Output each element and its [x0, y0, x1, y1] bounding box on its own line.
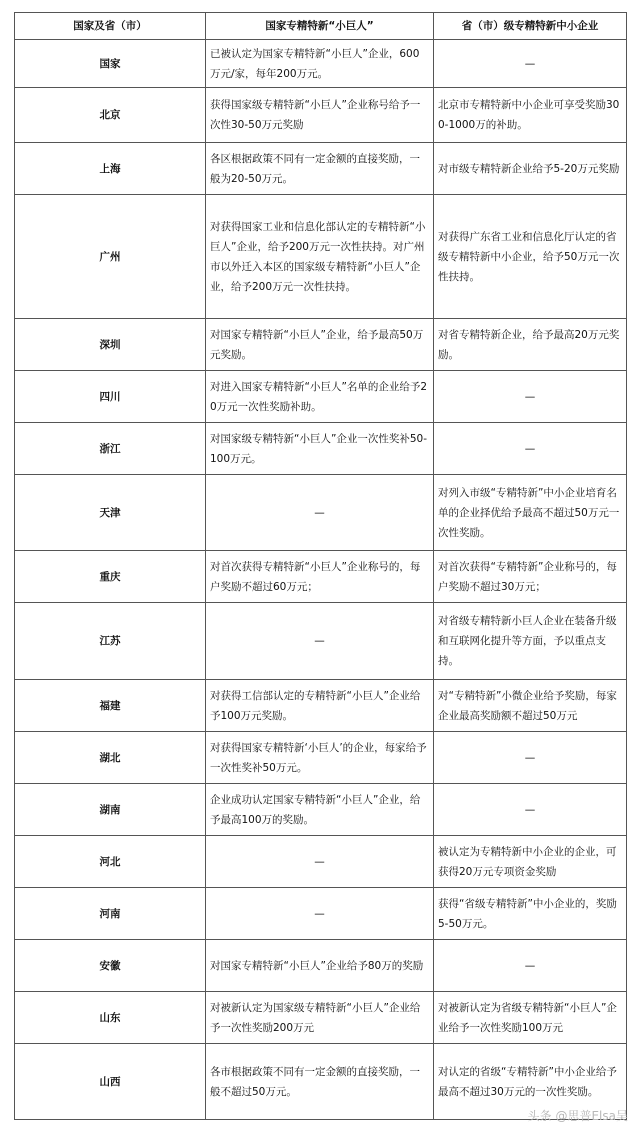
- header-region: 国家及省（市）: [15, 13, 206, 40]
- table-row: [15, 551, 627, 603]
- header-provincial: 省（市）级专精特新中小企业: [434, 13, 627, 40]
- table-row: [15, 143, 627, 195]
- table-row: [15, 423, 627, 475]
- provincial-policy-cell: —: [434, 784, 627, 836]
- national-policy-cell: —: [206, 475, 434, 551]
- table-row: [15, 888, 627, 940]
- national-policy-cell: 各区根据政策不同有一定金额的直接奖励，一般为20-50万元。: [206, 143, 434, 195]
- region-cell: 上海: [15, 143, 206, 195]
- region-cell: 国家: [15, 40, 206, 88]
- region-cell: 山东: [15, 992, 206, 1044]
- national-policy-cell: 企业成功认定国家专精特新“小巨人”企业，给予最高100万的奖励。: [206, 784, 434, 836]
- national-policy-cell: 获得国家级专精特新“小巨人”企业称号给予一次性30-50万元奖励: [206, 88, 434, 143]
- national-policy-cell: 对国家级专精特新“小巨人”企业一次性奖补50-100万元。: [206, 423, 434, 475]
- provincial-policy-cell: —: [434, 371, 627, 423]
- provincial-policy-cell: 对列入市级“专精特新”中小企业培育名单的企业择优给予最高不超过50万元一次性奖励。: [434, 475, 627, 551]
- national-policy-cell: 对首次获得专精特新“小巨人”企业称号的，每户奖励不超过60万元；: [206, 551, 434, 603]
- provincial-policy-cell: —: [434, 940, 627, 992]
- region-cell: 福建: [15, 680, 206, 732]
- region-cell: 湖北: [15, 732, 206, 784]
- region-cell: 河南: [15, 888, 206, 940]
- provincial-policy-cell: —: [434, 423, 627, 475]
- national-policy-cell: 对获得工信部认定的专精特新“小巨人”企业给予100万元奖励。: [206, 680, 434, 732]
- national-policy-cell: 对国家专精特新“小巨人”企业，给予最高50万元奖励。: [206, 319, 434, 371]
- region-cell: 浙江: [15, 423, 206, 475]
- provincial-policy-cell: 获得“省级专精特新”中小企业的，奖励5-50万元。: [434, 888, 627, 940]
- region-cell: 广州: [15, 195, 206, 319]
- region-cell: 江苏: [15, 603, 206, 680]
- header-national: 国家专精特新“小巨人”: [206, 13, 434, 40]
- provincial-policy-cell: —: [434, 732, 627, 784]
- national-policy-cell: 对被新认定为国家级专精特新“小巨人”企业给予一次性奖励200万元: [206, 992, 434, 1044]
- national-policy-cell: 已被认定为国家专精特新“小巨人”企业，600万元/家，每年200万元。: [206, 40, 434, 88]
- national-policy-cell: 对获得国家工业和信息化部认定的专精特新“小巨人”企业，给予200万元一次性扶持。对广州市以外迁入本区的国家级专精特新“小巨人”企业，给予200万元一次性扶持。: [206, 195, 434, 319]
- provincial-policy-cell: 对市级专精特新企业给予5-20万元奖励: [434, 143, 627, 195]
- table-row: [15, 195, 627, 319]
- region-cell: 天津: [15, 475, 206, 551]
- table-row: [15, 836, 627, 888]
- table-row: [15, 319, 627, 371]
- national-policy-cell: —: [206, 836, 434, 888]
- region-cell: 四川: [15, 371, 206, 423]
- table-row: [15, 371, 627, 423]
- table-row: [15, 88, 627, 143]
- provincial-policy-cell: 对获得广东省工业和信息化厅认定的省级专精特新中小企业，给予50万元一次性扶持。: [434, 195, 627, 319]
- header-row: [15, 13, 627, 40]
- table-row: [15, 992, 627, 1044]
- table-row: [15, 732, 627, 784]
- region-cell: 湖南: [15, 784, 206, 836]
- national-policy-cell: 对获得国家专精特新‘小巨人’的企业，每家给予一次性奖补50万元。: [206, 732, 434, 784]
- provincial-policy-cell: 对“专精特新”小微企业给予奖励，每家企业最高奖励额不超过50万元: [434, 680, 627, 732]
- national-policy-cell: 对进入国家专精特新“小巨人”名单的企业给予20万元一次性奖励补助。: [206, 371, 434, 423]
- provincial-policy-cell: 对被新认定为省级专精特新“小巨人”企业给予一次性奖励100万元: [434, 992, 627, 1044]
- table-row: [15, 940, 627, 992]
- provincial-policy-cell: 被认定为专精特新中小企业的企业，可获得20万元专项资金奖励: [434, 836, 627, 888]
- table-row: [15, 603, 627, 680]
- provincial-policy-cell: 对省级专精特新小巨人企业在装备升级和互联网化提升等方面，予以重点支持。: [434, 603, 627, 680]
- region-cell: 安徽: [15, 940, 206, 992]
- provincial-policy-cell: 对省专精特新企业，给予最高20万元奖励。: [434, 319, 627, 371]
- region-cell: 河北: [15, 836, 206, 888]
- region-cell: 山西: [15, 1044, 206, 1120]
- provincial-policy-cell: 对首次获得“专精特新”企业称号的，每户奖励不超过30万元；: [434, 551, 627, 603]
- national-policy-cell: —: [206, 603, 434, 680]
- watermark: 头条 @思普Elsa吴: [527, 1109, 628, 1123]
- provincial-policy-cell: 对认定的省级“专精特新”中小企业给予最高不超过30万元的一次性奖励。: [434, 1044, 627, 1120]
- provincial-policy-cell: —: [434, 40, 627, 88]
- region-cell: 深圳: [15, 319, 206, 371]
- table-row: [15, 475, 627, 551]
- national-policy-cell: 各市根据政策不同有一定金额的直接奖励，一般不超过50万元。: [206, 1044, 434, 1120]
- national-policy-cell: 对国家专精特新“小巨人”企业给予80万的奖励: [206, 940, 434, 992]
- region-cell: 北京: [15, 88, 206, 143]
- table-row: [15, 40, 627, 88]
- region-cell: 重庆: [15, 551, 206, 603]
- table-row: [15, 784, 627, 836]
- table-row: [15, 680, 627, 732]
- national-policy-cell: —: [206, 888, 434, 940]
- policy-table: [14, 12, 627, 1120]
- provincial-policy-cell: 北京市专精特新中小企业可享受奖励300-1000万的补助。: [434, 88, 627, 143]
